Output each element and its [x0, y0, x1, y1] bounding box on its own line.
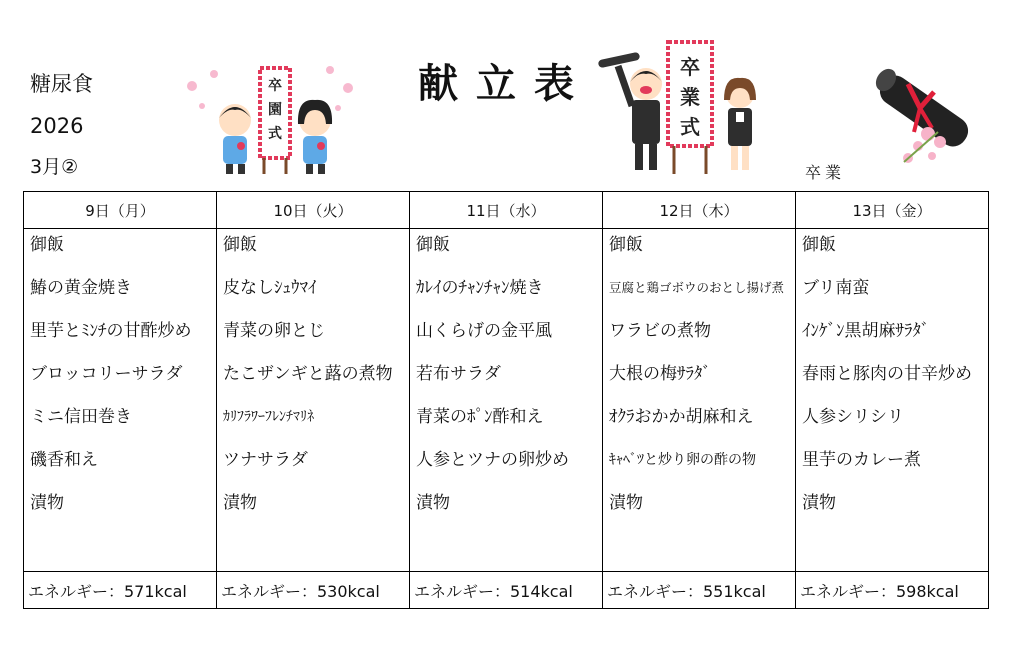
dish-item: 御飯: [30, 235, 64, 255]
dish-item: ｵｸﾗおかか胡麻和え: [609, 407, 754, 427]
date-header: 12日（木）: [603, 192, 796, 229]
dish-item: ワラビの煮物: [609, 321, 711, 341]
dish-item: 御飯: [223, 235, 257, 255]
dish-item: ミニ信田巻き: [30, 407, 132, 427]
date-header-row: [24, 192, 989, 229]
date-header: 10日（火）: [217, 192, 410, 229]
dish-item: ツナサラダ: [223, 450, 308, 470]
dish-item: 青菜の卵とじ: [223, 321, 325, 341]
dish-item: 御飯: [609, 235, 643, 255]
date-header: 9日（月）: [24, 192, 217, 229]
menu-category: 糖尿食: [30, 72, 93, 96]
date-header: 11日（水）: [410, 192, 603, 229]
dish-item: 豆腐と鶏ゴボウのおとし揚げ煮: [609, 280, 785, 295]
dish-item: 山くらげの金平風: [416, 321, 552, 341]
svg-text:卒: 卒: [680, 55, 700, 79]
dish-item: 里芋のカレー煮: [802, 450, 921, 470]
date-header: 13日（金）: [796, 192, 989, 229]
kindergarten-sign-char-1: 卒: [268, 78, 282, 94]
energy-value: エネルギー：571kcal: [24, 572, 217, 609]
dish-item: 人参とツナの卵炒め: [416, 450, 569, 470]
dish-item: 御飯: [802, 235, 836, 255]
dish-item: ｶﾘﾌﾗﾜｰﾌﾚﾝﾁﾏﾘﾈ: [223, 409, 314, 425]
svg-text:式: 式: [680, 115, 700, 139]
dish-item: 磯香和え: [30, 450, 98, 470]
dish-item: 漬物: [223, 493, 257, 513]
dish-item: 漬物: [609, 493, 643, 513]
dish-item: 皮なしｼｭｳﾏｲ: [223, 278, 317, 298]
school-graduation-illustration: [596, 38, 766, 178]
day-dishes-cell: [24, 229, 217, 572]
menu-year: 2026: [30, 114, 84, 138]
day-dishes-cell: [796, 229, 989, 572]
page-title: 献立表: [418, 61, 592, 107]
dish-item: 漬物: [30, 493, 64, 513]
energy-value: エネルギー：551kcal: [603, 572, 796, 609]
menu-month: 3月②: [30, 156, 79, 178]
dish-item: ｶﾚｲのﾁｬﾝﾁｬﾝ焼き: [416, 278, 544, 298]
kindergarten-graduation-illustration: [180, 58, 370, 180]
dish-item: ブリ南蛮: [802, 278, 870, 298]
dish-item: ブロッコリーサラダ: [30, 364, 183, 384]
day-dishes-cell: [410, 229, 603, 572]
dish-item: 人参シリシリ: [802, 407, 904, 427]
energy-value: エネルギー：598kcal: [796, 572, 989, 609]
graduation-label: 卒業: [805, 163, 846, 182]
dish-item: たこザンギと蕗の煮物: [223, 364, 393, 384]
kindergarten-sign-char-3: 式: [268, 126, 282, 142]
dish-item: 大根の梅ｻﾗﾀﾞ: [609, 364, 711, 384]
menu-table: [23, 191, 989, 609]
dish-item: 里芋とﾐﾝﾁの甘酢炒め: [30, 321, 192, 341]
svg-text:業: 業: [680, 85, 700, 109]
day-dishes-cell: [217, 229, 410, 572]
energy-row: [24, 572, 989, 609]
dish-item: ｷｬﾍﾞﾂと炒り卵の酢の物: [609, 452, 756, 468]
dish-item: 春雨と豚肉の甘辛炒め: [802, 364, 972, 384]
dish-item: 漬物: [802, 493, 836, 513]
energy-value: エネルギー：530kcal: [217, 572, 410, 609]
dish-item: 若布サラダ: [416, 364, 501, 384]
dish-item: 漬物: [416, 493, 450, 513]
kindergarten-sign-char-2: 園: [268, 102, 282, 118]
dish-item: 鰆の黄金焼き: [30, 278, 132, 298]
day-dishes-cell: [603, 229, 796, 572]
dish-item: ｲﾝｹﾞﾝ黒胡麻ｻﾗﾀﾞ: [802, 321, 930, 341]
dish-item: 青菜のﾎﾟﾝ酢和え: [416, 407, 544, 427]
energy-value: エネルギー：514kcal: [410, 572, 603, 609]
dish-item: 御飯: [416, 235, 450, 255]
dishes-row: [24, 229, 989, 572]
diploma-scroll-icon: [868, 62, 978, 172]
